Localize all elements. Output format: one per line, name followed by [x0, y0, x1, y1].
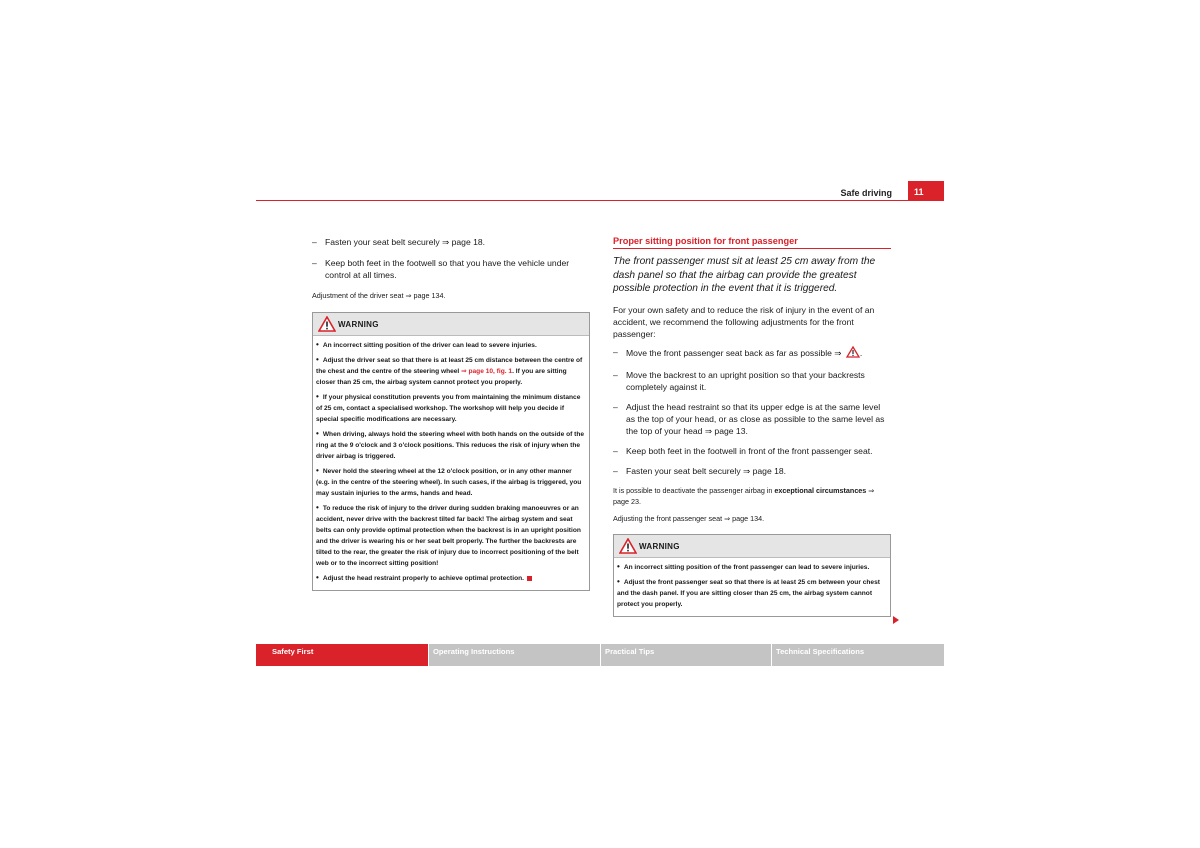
warning-point: • Adjust the front passenger seat so that there is at least 25 cm between your chest and the dash panel. If you are sitting closer than 25 cm, the airbag system cannot protect you properly.	[617, 576, 880, 608]
list-item-text: Fasten your seat belt securely ⇒ page 18.	[325, 237, 486, 247]
warning-point-text-cont: . If you are sitting closer than 25 cm, the airbag system cannot protect you properly.	[316, 368, 567, 386]
footer-tab-label: Safety First	[272, 647, 314, 656]
footer-tab-label: Operating Instructions	[433, 647, 515, 656]
warning-triangle-icon[interactable]	[846, 346, 860, 361]
warning-point: • If your physical constitution prevents you from maintaining the minimum distance of 25 cm, contact a specialised workshop. The workshop will help you decide if special specific modifications are necessary.	[316, 392, 581, 423]
warning-point: • To reduce the risk of injury to the driver during sudden braking manoeuvres or an accident, never drive with the backrest tilted far back! The airbag system and seat belts can only provide optimal protection when the backrest is in an upright position and the driver is wearing his or her seat belt properly. The further the backrests are tilted to the rear, the greater the risk of injury due to incorrect positioning of the belt web or to the incorrect sitting position!	[316, 503, 581, 567]
footer-tab-practical-tips[interactable]	[601, 644, 771, 666]
driver-warning-box	[312, 312, 590, 591]
section-paragraph: For your own safety and to reduce the risk of injury in the event of an accident, we recommend the following adjustments for the front passenger:	[613, 304, 875, 339]
right-column	[613, 236, 891, 617]
warning-triangle-icon	[619, 538, 637, 559]
deactivate-airbag-note	[613, 485, 891, 507]
list-item-text: Fasten your seat belt securely ⇒ page 18.	[626, 465, 787, 476]
continue-arrow-icon[interactable]	[893, 616, 899, 624]
page-reference-link[interactable]: ⇒ page 10, fig. 1	[461, 368, 513, 375]
footer-tab-operating-instructions[interactable]	[429, 644, 600, 666]
dash-bullet: –	[613, 401, 618, 412]
warning-point-text: To reduce the risk of injury to the driver during sudden braking manoeuvres or an accident, never drive with the backrest tilted far back! The airbag system and seat belts can only provide optimal protection when the backrest is in an upright position and the driver is wearing his or her seat belt properly. The further the backrests are tilted to the rear, the greater the risk of injury due to incorrect positioning of the belt web or to the incorrect sitting position!	[316, 505, 581, 567]
warning-point-text: An incorrect sitting position of the front passenger can lead to severe injuries.	[623, 563, 870, 571]
list-item	[613, 465, 891, 477]
header-rule	[256, 200, 944, 201]
note-page-ref[interactable]: ⇒ page 23.	[613, 485, 875, 506]
dash-bullet: –	[613, 445, 618, 456]
section-title: Proper sitting position for front passenger	[613, 236, 891, 249]
dash-bullet: –	[312, 258, 317, 268]
page-number: 11	[914, 187, 924, 197]
passenger-warning-box	[613, 534, 891, 617]
warning-body	[614, 558, 890, 616]
footer-tab-label: Practical Tips	[605, 647, 655, 656]
list-item-text: Move the front passenger seat back as far as possible ⇒	[626, 347, 842, 358]
note-bold-text: exceptional circumstances	[774, 485, 867, 495]
list-item-text: Keep both feet in the footwell so that you have the vehicle under control at all times.	[325, 258, 570, 280]
dash-bullet: –	[613, 369, 618, 380]
list-item	[613, 401, 891, 437]
warning-header	[614, 535, 890, 558]
warning-triangle-icon	[318, 316, 336, 337]
end-of-section-marker	[527, 576, 532, 581]
footer-tab-safety-first[interactable]	[256, 644, 428, 666]
list-item-text: Move the backrest to an upright position so that your backrests completely against it.	[626, 369, 865, 392]
dash-bullet: –	[312, 237, 317, 247]
list-item	[312, 257, 590, 281]
dash-bullet: –	[613, 346, 618, 357]
warning-point-text: An incorrect sitting position of the driver can lead to severe injuries.	[322, 342, 537, 349]
note-text: It is possible to deactivate the passenger airbag in	[613, 485, 775, 495]
list-item	[312, 236, 590, 248]
footer-tab-technical-specifications[interactable]	[772, 644, 944, 666]
warning-point: • An incorrect sitting position of the front passenger can lead to severe injuries.	[617, 561, 870, 571]
adjustment-note: Adjustment of the driver seat ⇒ page 134.	[312, 291, 446, 300]
list-item: – Move the front passenger seat back as far as possible ⇒ .	[613, 346, 891, 361]
list-item	[613, 445, 891, 457]
list-item-text: Keep both feet in the footwell in front of the front passenger seat.	[626, 445, 873, 456]
warning-point: • Never hold the steering wheel at the 12 o'clock position, or in any other manner (e.g. in the centre of the steering wheel). In such cases, if the airbag is triggered, you may sustain injuries to the arms, hands and head.	[316, 466, 582, 497]
warning-point-text: Adjust the front passenger seat so that there is at least 25 cm between your chest and the dash panel. If you are sitting closer than 25 cm, the airbag system cannot protect you properly.	[617, 578, 880, 608]
left-column	[312, 236, 590, 591]
dash-bullet: –	[613, 465, 618, 476]
warning-point-text: Never hold the steering wheel at the 12 o'clock position, or in any other manner (e.g. in the centre of the steering wheel). In such cases, if the airbag is triggered, you may sustain injuries to the arms, hands and head.	[316, 468, 582, 497]
section-intro: The front passenger must sit at least 25 cm away from the dash panel so that the airbag can provide the greatest possible protection in the event that it is triggered.	[613, 256, 876, 294]
warning-title: WARNING	[639, 541, 680, 551]
running-header-title: Safe driving	[840, 188, 892, 198]
warning-body	[313, 336, 589, 590]
warning-point-text: When driving, always hold the steering wheel with both hands on the outside of the ring at the 9 o'clock and 3 o'clock positions. This reduces the risk of injury when the driver airbag is triggered.	[316, 431, 585, 460]
warning-point-text: If your physical constitution prevents you from maintaining the minimum distance of 25 cm, contact a specialised workshop. The workshop will help you decide if special specific modifications are necessary.	[316, 394, 581, 423]
warning-title: WARNING	[338, 320, 379, 329]
warning-point: • Adjust the driver seat so that there is at least 25 cm distance between the centre of the chest and the centre of the steering wheel ⇒ page 10, fig. 1. If you are sitting closer than 25 cm, the airbag system cannot protect you properly.	[316, 355, 583, 386]
warning-point-text: Adjust the driver seat so that there is at least 25 cm distance between the centre of the chest and the centre of the steering wheel	[316, 357, 583, 375]
list-item-text: Adjust the head restraint so that its upper edge is at the same level as the top of your head, or as close as possible to the same level as the top of your head ⇒ page 13.	[626, 401, 885, 436]
warning-point-text: Adjust the head restraint properly to achieve optimal protection.	[322, 575, 524, 582]
warning-point: • An incorrect sitting position of the driver can lead to severe injuries.	[316, 340, 537, 349]
footer-tab-label: Technical Specifications	[776, 647, 865, 656]
adjusting-note: Adjusting the front passenger seat ⇒ page 134.	[613, 513, 765, 523]
list-item	[613, 369, 891, 393]
warning-point: • Adjust the head restraint properly to achieve optimal protection.	[316, 572, 586, 584]
warning-point: • When driving, always hold the steering wheel with both hands on the outside of the ring at the 9 o'clock and 3 o'clock positions. This reduces the risk of injury when the driver airbag is triggered.	[316, 429, 585, 460]
warning-header	[313, 313, 589, 336]
